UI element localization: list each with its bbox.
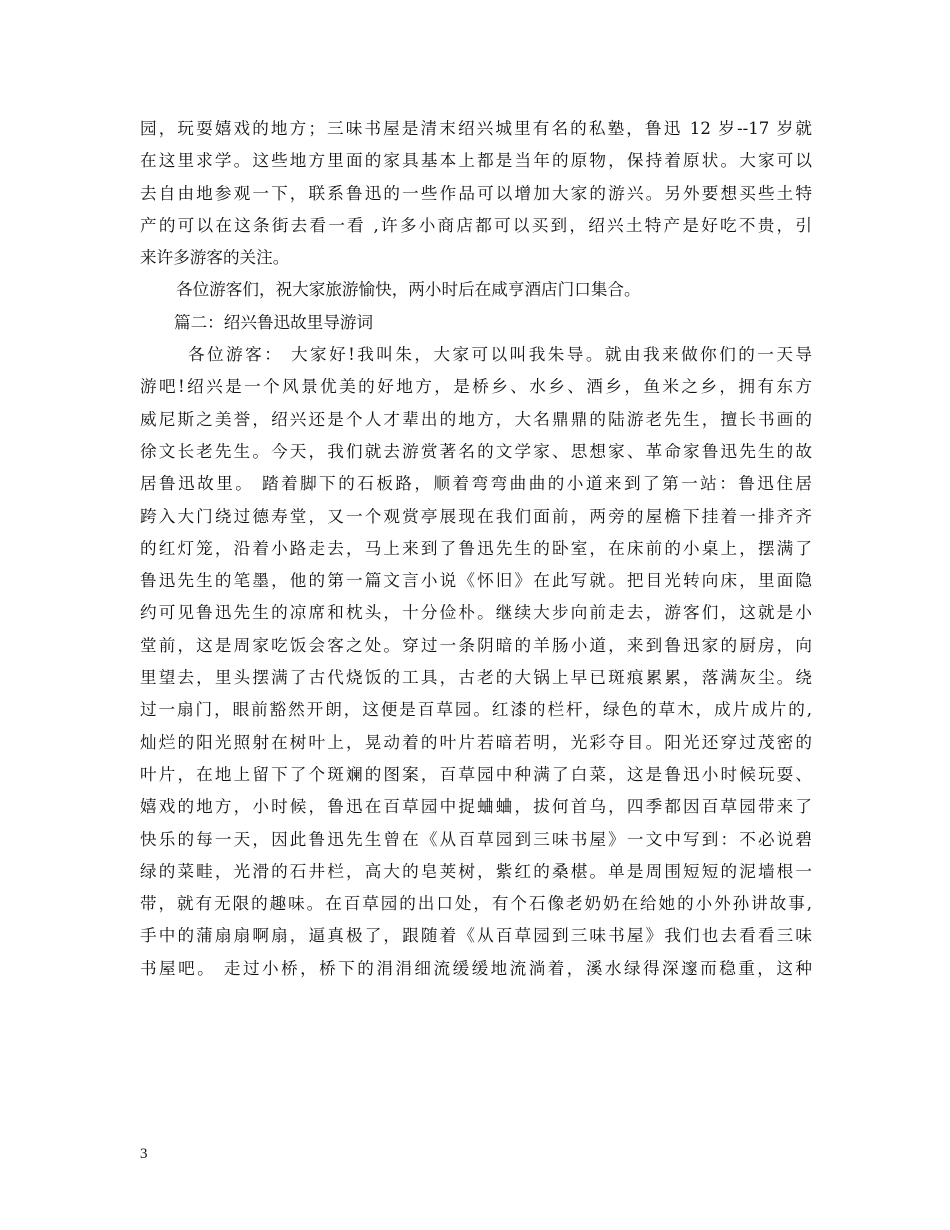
text-line: 园，玩耍嬉戏的地方；三味书屋是清末绍兴城里有名的私塾，鲁迅 12 岁--17 岁就 [140, 119, 812, 138]
farewell-paragraph: 各位游客们，祝大家旅游愉快，两小时后在咸亨酒店门口集合。 [176, 280, 641, 300]
text-line: 去自由地参观一下，联系鲁迅的一些作品可以增加大家的游兴。另外要想买些土特 [140, 183, 812, 203]
text-line: 带，就有无限的趣味。在百草园的出口处，有个石像老奶奶在给她的小外孙讲故事, [140, 894, 812, 914]
text-line: 产的可以在这条街去看一看 ,许多小商店都可以买到，绍兴土特产是好吃不贵，引 [140, 215, 812, 235]
text-line: 各位游客： 大家好!我叫朱，大家可以叫我朱导。就由我来做你们的一天导 [188, 345, 812, 365]
document-body [140, 113, 812, 985]
text-line: 堂前，这是周家吃饭会客之处。穿过一条阴暗的羊肠小道，来到鲁迅家的厨房，向 [140, 635, 812, 655]
text-line: 快乐的每一天，因此鲁迅先生曾在《从百草园到三味书屋》一文中写到：不必说碧 [140, 829, 812, 849]
text-line: 游吧!绍兴是一个风景优美的好地方，是桥乡、水乡、酒乡，鱼米之乡，拥有东方 [140, 377, 812, 397]
text-line: 叶片，在地上留下了个斑斓的图案，百草园中种满了白菜，这是鲁迅小时候玩耍、 [140, 764, 812, 784]
text-line: 灿烂的阳光照射在树叶上，晃动着的叶片若暗若明，光彩夺目。阳光还穿过茂密的 [140, 732, 812, 752]
text-line: 的红灯笼，沿着小路走去，马上来到了鲁迅先生的卧室，在床前的小桌上，摆满了 [140, 538, 812, 558]
text-line: 手中的蒲扇扇啊扇，逼真极了，跟随着《从百草园到三味书屋》我们也去看看三味 [140, 926, 812, 946]
text-line: 过一扇门，眼前豁然开朗，这便是百草园。红漆的栏杆，绿色的草木，成片成片的, [140, 700, 812, 720]
text-line: 约可见鲁迅先生的凉席和枕头，十分俭朴。继续大步向前走去，游客们，这就是小 [140, 603, 812, 623]
text-line: 徐文长老先生。今天，我们就去游赏著名的文学家、思想家、革命家鲁迅先生的故 [140, 441, 812, 461]
text-line: 嬉戏的地方，小时候，鲁迅在百草园中捉蛐蛐，拔何首乌，四季都因百草园带来了 [140, 797, 812, 817]
text-line: 威尼斯之美誉，绍兴还是个人才辈出的地方，大名鼎鼎的陆游老先生，擅长书画的 [140, 409, 812, 429]
text-line: 居鲁迅故里。 踏着脚下的石板路，顺着弯弯曲曲的小道来到了第一站：鲁迅住居 [140, 474, 812, 494]
text-line: 鲁迅先生的笔墨，他的第一篇文言小说《怀旧》在此写就。把目光转向床，里面隐 [140, 571, 812, 591]
section-heading: 篇二：绍兴鲁迅故里导游词 [174, 312, 374, 332]
text-line: 书屋吧。 走过小桥，桥下的涓涓细流缓缓地流淌着，溪水绿得深邃而稳重，这种 [140, 958, 812, 978]
text-line: 绿的菜畦，光滑的石井栏，高大的皂荚树，紫红的桑椹。单是周围短短的泥墙根一 [140, 861, 812, 881]
text-line: 里望去，里头摆满了古代烧饭的工具，古老的大锅上早已斑痕累累，落满灰尘。绕 [140, 668, 812, 688]
text-line: 来许多游客的关注。 [140, 248, 290, 268]
page-number: 3 [140, 1146, 148, 1162]
text-line: 在这里求学。这些地方里面的家具基本上都是当年的原物，保持着原状。大家可以 [140, 151, 812, 171]
text-line: 跨入大门绕过德寿堂，又一个观赏亭展现在我们面前，两旁的屋檐下挂着一排齐齐 [140, 506, 812, 526]
